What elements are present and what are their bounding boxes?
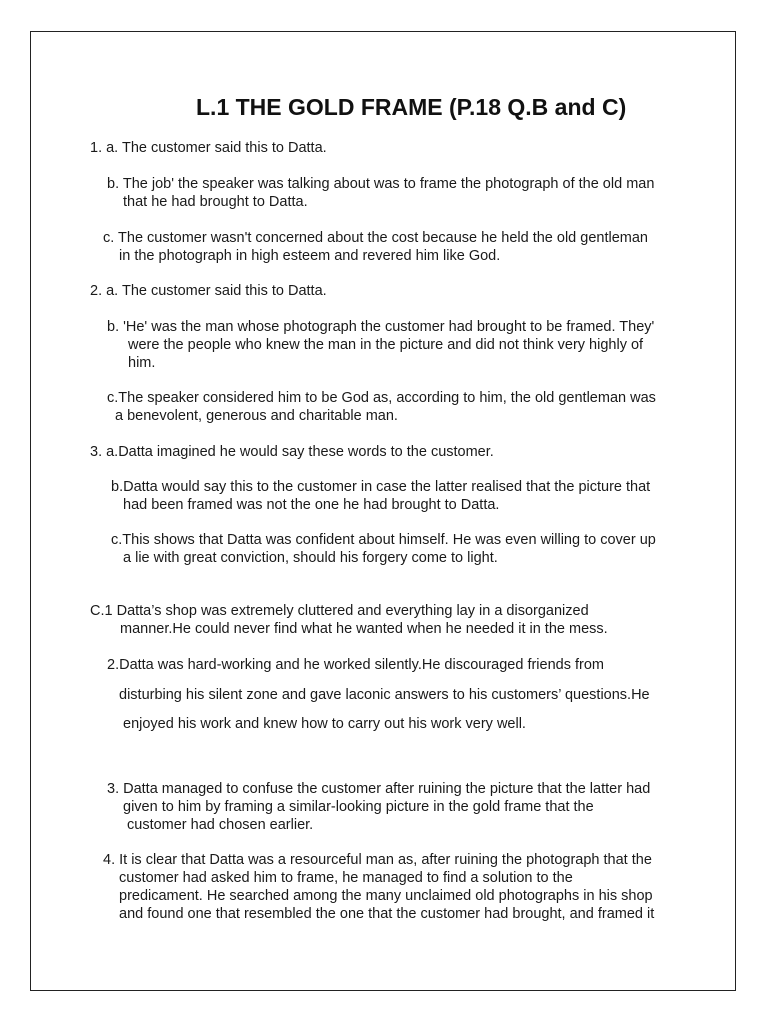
answer-line: him.	[128, 355, 156, 371]
answer-line: a lie with great conviction, should his forgery come to light.	[123, 550, 498, 566]
answer-line: 3. Datta managed to confuse the customer after ruining the picture that the latter had	[107, 781, 651, 797]
answer-line: given to him by framing a similar-looking picture in the gold frame that the	[123, 799, 594, 815]
answer-line: were the people who knew the man in the picture and did not think very highly of	[128, 337, 644, 353]
answer-line: C.1 Datta’s shop was extremely cluttered and everything lay in a disorganized	[90, 603, 589, 619]
answer-line: 1. a. The customer said this to Datta.	[90, 140, 327, 156]
answer-line: and found one that resembled the one that the customer had brought, and framed it	[119, 906, 655, 922]
answer-line: disturbing his silent zone and gave laconic answers to his customers’ questions.He	[119, 687, 650, 703]
answer-line: b. 'He' was the man whose photograph the customer had brought to be framed. They'	[107, 319, 655, 335]
answer-line: in the photograph in high esteem and revered him like God.	[119, 248, 501, 264]
page-title: L.1 THE GOLD FRAME (P.18 Q.B and C)	[196, 94, 627, 120]
answer-line: b. The job' the speaker was talking about was to frame the photograph of the old man	[107, 176, 655, 192]
answer-line: that he had brought to Datta.	[123, 194, 308, 210]
answer-line: enjoyed his work and knew how to carry out his work very well.	[123, 716, 526, 732]
answer-line: c.The speaker considered him to be God as, according to him, the old gentleman was	[107, 390, 656, 406]
answer-line: customer had chosen earlier.	[127, 817, 314, 833]
answer-line: customer had asked him to frame, he managed to find a solution to the	[119, 870, 573, 886]
answer-line: 2. a. The customer said this to Datta.	[90, 283, 327, 299]
answer-line: c. The customer wasn't concerned about the cost because he held the old gentleman	[103, 230, 648, 246]
answer-line: 2.Datta was hard-working and he worked silently.He discouraged friends from	[107, 657, 605, 673]
answer-line: a benevolent, generous and charitable man.	[115, 408, 398, 424]
answer-line: c.This shows that Datta was confident about himself. He was even willing to cover up	[111, 532, 656, 548]
answer-line: had been framed was not the one he had brought to Datta.	[123, 497, 500, 513]
answer-line: manner.He could never find what he wanted when he needed it in the mess.	[120, 621, 608, 637]
answer-line: predicament. He searched among the many unclaimed old photographs in his shop	[119, 888, 653, 904]
answer-line: b.Datta would say this to the customer in case the latter realised that the picture that	[111, 479, 651, 495]
answer-line: 3. a.Datta imagined he would say these words to the customer.	[90, 444, 494, 460]
answer-line: 4. It is clear that Datta was a resourceful man as, after ruining the photograph that the	[103, 852, 652, 868]
